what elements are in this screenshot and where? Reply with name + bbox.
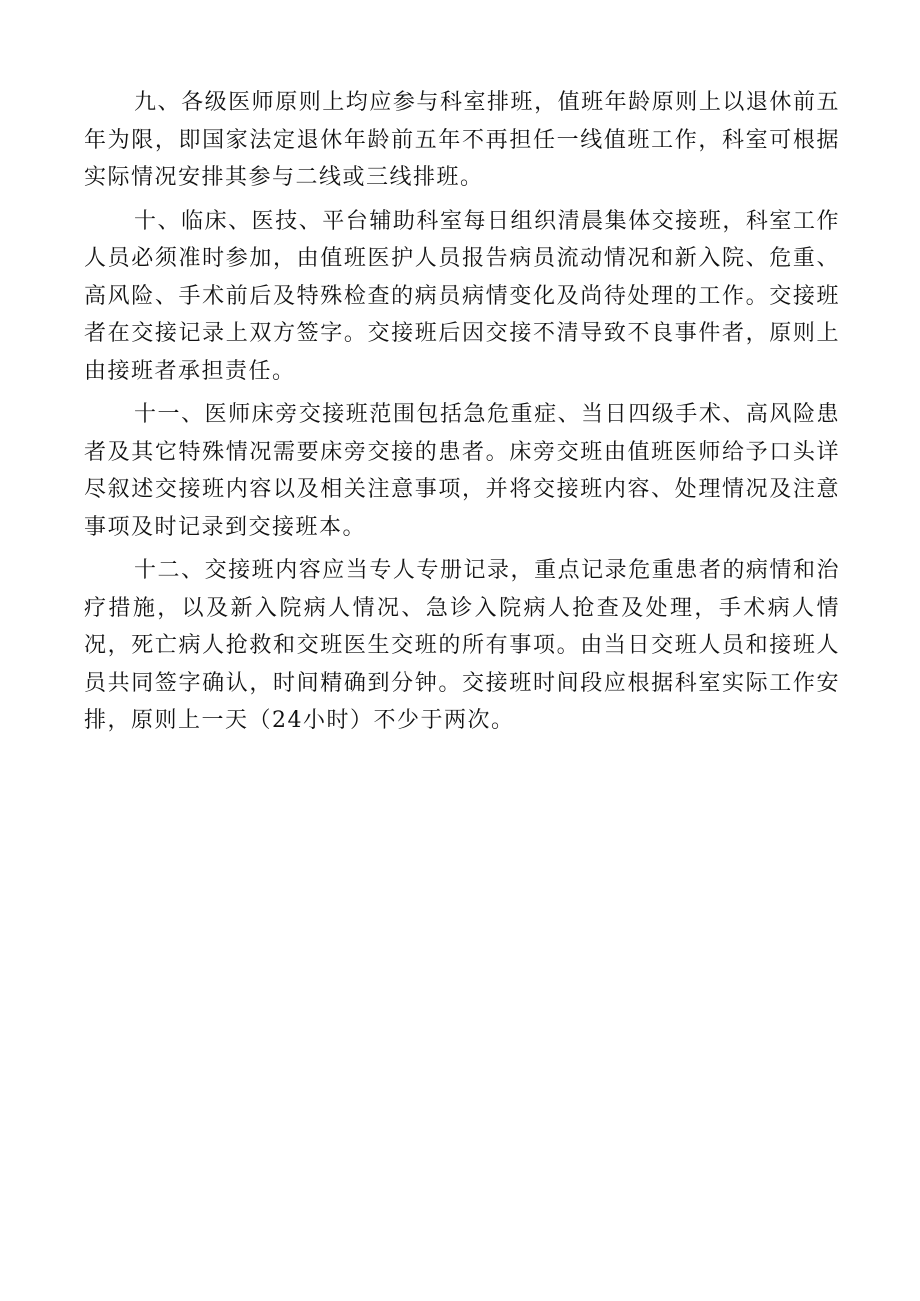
paragraph-article-9: 九、各级医师原则上均应参与科室排班，值班年龄原则上以退休前五年为限，即国家法定退休年龄前五年不再担任一线值班工作，科室可根据实际情况安排其参与二线或三线排班。 [84,90,840,190]
paragraph-article-10: 十、临床、医技、平台辅助科室每日组织清晨集体交接班，科室工作人员必须准时参加，由值班医护人员报告病员流动情况和新入院、危重、高风险、手术前后及特殊检查的病员病情变化及尚待处理的工作。交接班者在交接记录上双方签字。交接班后因交接不清导致不良事件者，原则上由接班者承担责任。 [84,208,840,384]
paragraph-article-12: 十二、交接班内容应当专人专册记录，重点记录危重患者的病情和治疗措施，以及新入院病人情况、急诊入院病人抢查及处理，手术病人情况，死亡病人抢救和交班医生交班的所有事项。由当日交班人员和接班人员共同签字确认，时间精确到分钟。交接班时间段应根据科室实际工作安排，原则上一天（24小时）不少于两次。 [84,558,840,733]
document-body [84,84,840,746]
paragraph-article-11: 十一、医师床旁交接班范围包括急危重症、当日四级手术、高风险患者及其它特殊情况需要床旁交接的患者。床旁交班由值班医师给予口头详尽叙述交接班内容以及相关注意事项，并将交接班内容、处理情况及注意事项及时记录到交接班本。 [84,402,840,540]
